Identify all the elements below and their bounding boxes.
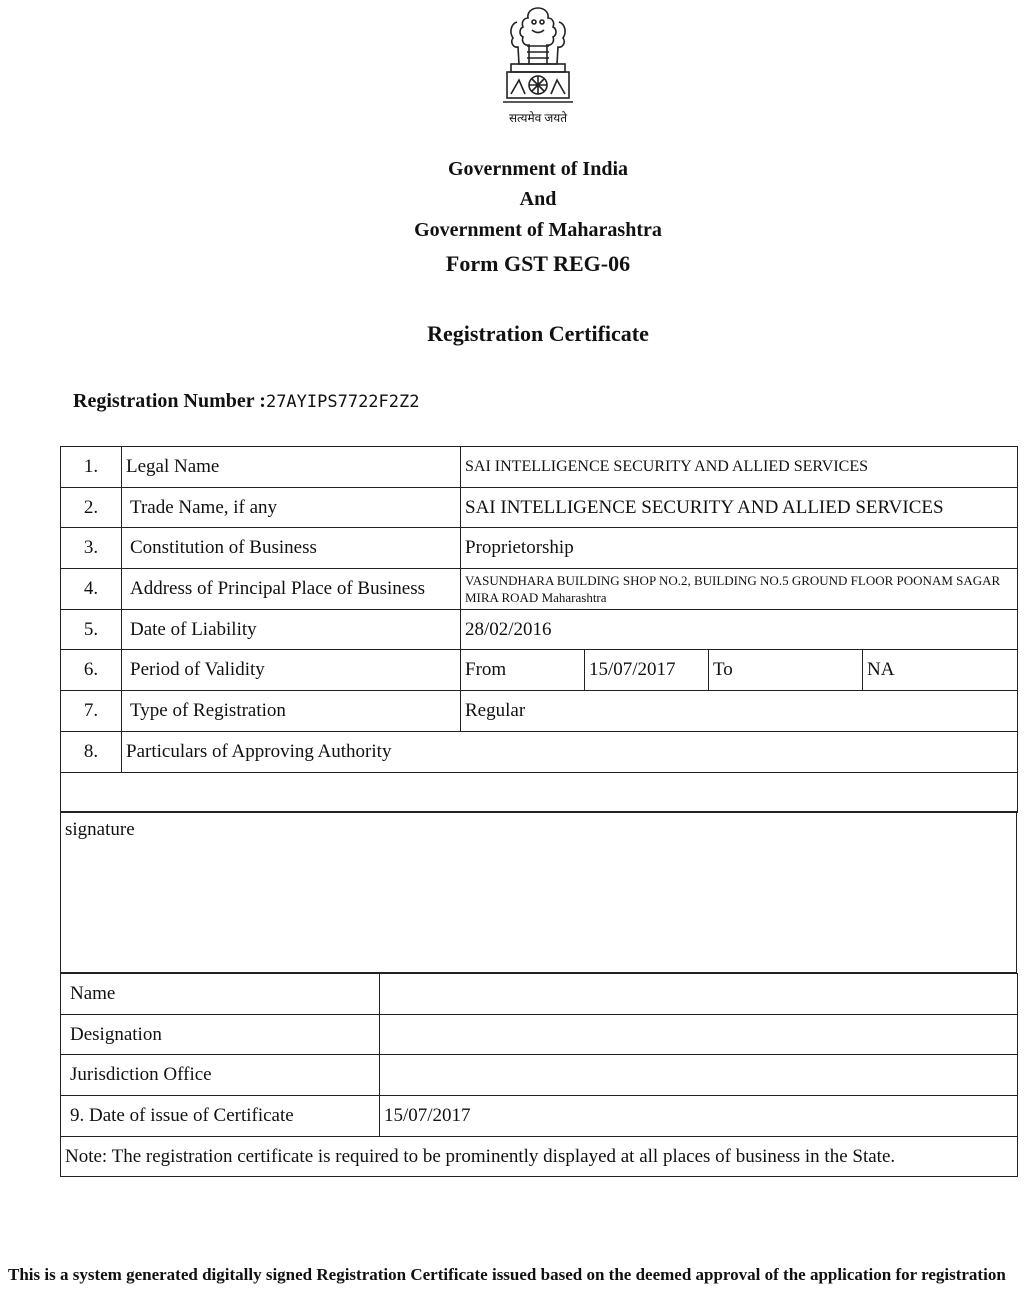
system-generated-footer: This is a system generated digitally signed Registration Certificate issued based on the deemed approval of the application for registration: [8, 1265, 1006, 1284]
validity-from-label: From: [461, 650, 585, 691]
table-row: [61, 1014, 1018, 1055]
validity-from-value: 15/07/2017: [585, 650, 709, 691]
table-row: [61, 528, 1018, 569]
empty-row: [61, 772, 1018, 813]
table-row: [61, 974, 1018, 1015]
table-row: [61, 1055, 1018, 1096]
table-row: [61, 731, 1018, 772]
row-label: Date of Liability: [122, 609, 461, 650]
row-label: Legal Name: [122, 447, 461, 488]
table-row: [61, 447, 1018, 488]
form-name: Form GST REG-06: [445, 251, 631, 276]
table-row: [61, 772, 1018, 813]
row-number: 8.: [61, 731, 122, 772]
table-row: [61, 1136, 1018, 1177]
address-value: VASUNDHARA BUILDING SHOP NO.2, BUILDING NO.5 GROUND FLOOR POONAM SAGAR MIRA ROAD Maharashtra: [461, 569, 1018, 610]
registration-number-value: 27AYIPS7722F2Z2: [265, 392, 420, 412]
table-row: [61, 487, 1018, 528]
approving-authority-label: Particulars of Approving Authority: [122, 731, 1018, 772]
row-label: Period of Validity: [122, 650, 461, 691]
registration-type-value: Regular: [461, 691, 1018, 732]
jurisdiction-value: [380, 1055, 1018, 1096]
row-label: Address of Principal Place of Business: [122, 569, 461, 610]
name-label: Name: [61, 974, 380, 1015]
legal-name-value: SAI INTELLIGENCE SECURITY AND ALLIED SERVICES: [461, 447, 1018, 488]
row-number: 1.: [61, 447, 122, 488]
national-emblem-icon: [497, 2, 579, 106]
table-row: [61, 691, 1018, 732]
row-label: Trade Name, if any: [122, 487, 461, 528]
state-government-heading: Government of Maharashtra: [414, 219, 662, 241]
row-number: 7.: [61, 691, 122, 732]
registration-number-label: Registration Number :: [73, 390, 266, 412]
designation-label: Designation: [61, 1014, 380, 1055]
government-of-india-heading: Government of India: [448, 158, 628, 180]
table-row: [61, 650, 1018, 691]
row-number: 4.: [61, 569, 122, 610]
validity-to-label: To: [709, 650, 863, 691]
jurisdiction-label: Jurisdiction Office: [61, 1055, 380, 1096]
signature-label: signature: [65, 819, 135, 840]
authority-table: [60, 973, 1018, 1177]
certificate-title: Registration Certificate: [427, 321, 649, 346]
row-number: 5.: [61, 609, 122, 650]
row-number: 2.: [61, 487, 122, 528]
and-heading: And: [519, 188, 557, 210]
name-value: [380, 974, 1018, 1015]
trade-name-value: SAI INTELLIGENCE SECURITY AND ALLIED SERVICES: [461, 487, 1018, 528]
date-of-liability-value: 28/02/2016: [461, 609, 1018, 650]
row-number: 3.: [61, 528, 122, 569]
row-number: 6.: [61, 650, 122, 691]
table-row: [61, 1096, 1018, 1137]
emblem-motto: सत्यमेव जयते: [508, 111, 568, 125]
row-label: Type of Registration: [122, 691, 461, 732]
signature-box: [60, 811, 1017, 973]
validity-to-value: NA: [863, 650, 1018, 691]
registration-details-table: [60, 446, 1018, 813]
constitution-value: Proprietorship: [461, 528, 1018, 569]
row-label: Constitution of Business: [122, 528, 461, 569]
designation-value: [380, 1014, 1018, 1055]
table-row: [61, 569, 1018, 610]
issue-date-label: 9. Date of issue of Certificate: [61, 1096, 380, 1137]
table-row: [61, 609, 1018, 650]
registration-number: [73, 390, 419, 413]
issue-date-value: 15/07/2017: [380, 1096, 1018, 1137]
display-note: Note: The registration certificate is required to be prominently displayed at all places of business in the State.: [61, 1136, 1018, 1177]
